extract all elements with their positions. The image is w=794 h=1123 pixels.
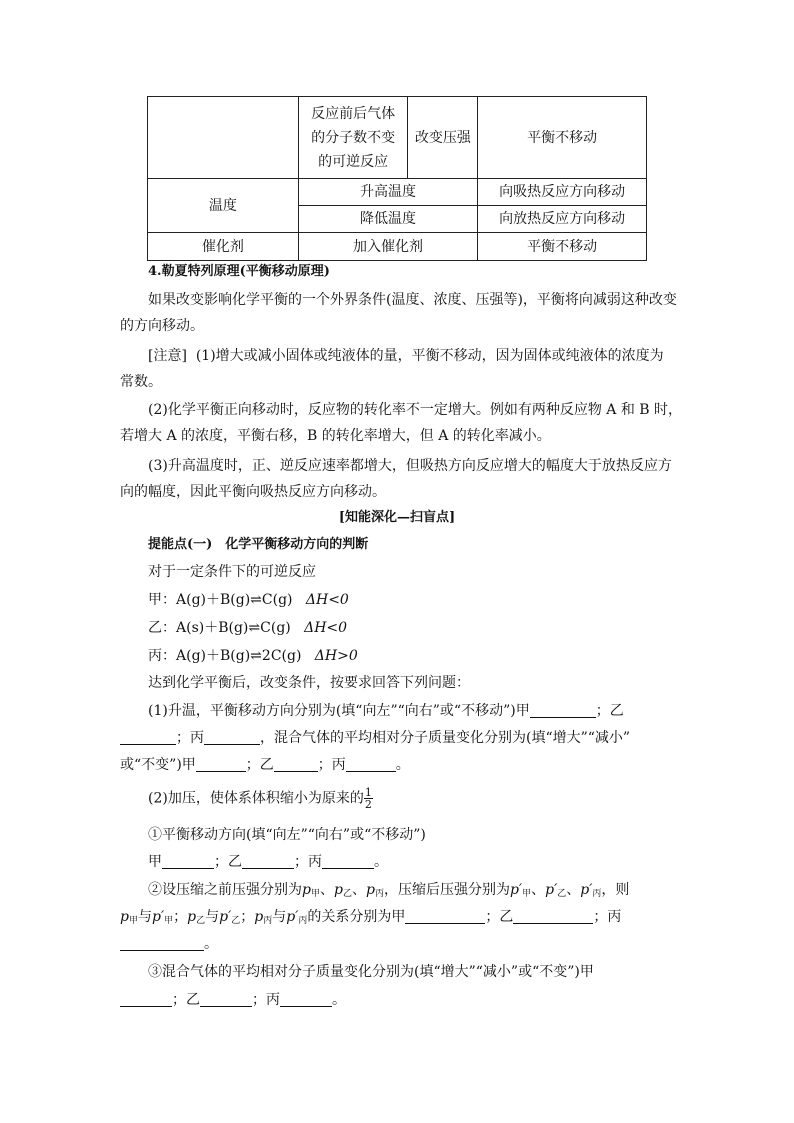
- table-cell: 向吸热反应方向移动: [478, 179, 647, 206]
- answer-blank[interactable]: [120, 936, 204, 951]
- fraction: $\frac{1}{2}$: [364, 786, 372, 811]
- table-cell: 温度: [148, 179, 299, 233]
- paragraph-line: 如果改变影响化学平衡的一个外界条件(温度、浓度、压强等)，平衡将向减弱这种改变: [148, 292, 677, 308]
- answer-blank[interactable]: [322, 854, 374, 869]
- table-cell: 向放热反应方向移动: [478, 206, 647, 233]
- question-line: $p_甲$与$p'_甲$；$p_乙$与$p'_乙$；$p_丙$与$p'_丙$的关系分别为甲 ；乙 ；丙: [120, 909, 622, 926]
- answer-blank[interactable]: [280, 992, 332, 1007]
- table-cell: 催化剂: [148, 233, 299, 261]
- answer-blank[interactable]: [405, 909, 485, 924]
- table-cell: 平衡不移动: [478, 233, 647, 261]
- point-heading: 提能点(一) 化学平衡移动方向的判断: [148, 537, 369, 552]
- reaction-bing: 丙：A(g)＋B(g)⇌2C(g) ΔH>0: [148, 648, 358, 664]
- paragraph-line: 常数。: [120, 374, 162, 390]
- note-label: [注意]: [148, 348, 187, 364]
- answer-blank[interactable]: [274, 757, 318, 772]
- question-line: ①平衡移动方向(填“向左”“向右”或“不移动”): [148, 827, 426, 843]
- paragraph-line: 向的幅度，因此平衡向吸热反应方向移动。: [120, 484, 386, 500]
- question-line: 甲 ；乙 ；丙 。: [148, 854, 388, 870]
- section-heading: 4.勒夏特列原理(平衡移动原理): [148, 264, 330, 279]
- paragraph-line: 对于一定条件下的可逆反应: [148, 564, 316, 580]
- table-cell: 反应前后气体 的分子数不变 的可逆反应: [298, 97, 408, 179]
- answer-blank[interactable]: [530, 703, 596, 718]
- question-line: ；乙 ；丙 。: [120, 990, 346, 1010]
- question-line: (1)升温，平衡移动方向分别为(填“向左”“向右”或“不移动”)甲 ；乙: [148, 703, 624, 719]
- paragraph-line: 若增大 A 的浓度，平衡右移，B 的转化率增大，但 A 的转化率减小。: [120, 428, 551, 444]
- paragraph-line: 达到化学平衡后，改变条件，按要求回答下列问题：: [148, 675, 470, 691]
- table-cell: 降低温度: [298, 206, 478, 233]
- table-cell: 加入催化剂: [298, 233, 478, 261]
- equilibrium-arrow-icon: ⇌: [248, 620, 261, 636]
- answer-blank[interactable]: [200, 992, 252, 1007]
- paragraph-line: (3)升高温度时，正、逆反应速率都增大，但吸热方向反应增大的幅度大于放热反应方: [148, 458, 672, 474]
- question-line: ；丙 ，混合气体的平均相对分子质量变化分别为(填“增大”“减小”: [120, 728, 630, 748]
- question-line: 。: [120, 934, 218, 954]
- section-title: [知能深化—扫盲点]: [338, 510, 456, 525]
- reaction-jia: 甲：A(g)＋B(g)⇌C(g) ΔH<0: [148, 592, 349, 608]
- answer-blank[interactable]: [513, 909, 593, 924]
- equilibrium-arrow-icon: ⇌: [250, 592, 262, 608]
- question-line: ②设压缩之前压强分别为$p_甲$、$p_乙$、$p_丙$，压缩后压强分别为$p'_甲$、$p'_乙$、$p'_丙$，则: [148, 882, 630, 899]
- question-line: 或“不变”)甲 ；乙 ；丙 。: [120, 757, 410, 773]
- conditions-table: [147, 96, 647, 261]
- equilibrium-arrow-icon: ⇌: [250, 648, 262, 664]
- answer-blank[interactable]: [204, 730, 260, 745]
- table-cell: 升高温度: [298, 179, 478, 206]
- question-line: (2)加压，使体系体积缩小为原来的 $\frac{1}{2}$: [148, 786, 372, 811]
- answer-blank[interactable]: [162, 854, 214, 869]
- answer-blank[interactable]: [120, 992, 172, 1007]
- answer-blank[interactable]: [120, 730, 176, 745]
- paragraph-line: 的方向移动。: [120, 318, 204, 334]
- answer-blank[interactable]: [346, 757, 396, 772]
- table-cell: 平衡不移动: [478, 97, 647, 179]
- answer-blank[interactable]: [242, 854, 294, 869]
- reaction-yi: 乙：A(s)＋B(g)⇌C(g) ΔH<0: [148, 620, 348, 636]
- note-line: [注意] (1)增大或减小固体或纯液体的量，平衡不移动，因为固体或纯液体的浓度为: [148, 348, 664, 364]
- table-cell: [148, 97, 299, 179]
- answer-blank[interactable]: [196, 757, 246, 772]
- question-line: ③混合气体的平均相对分子质量变化分别为(填“增大”“减小”或“不变”)甲: [148, 964, 594, 980]
- table-cell: 改变压强: [408, 97, 478, 179]
- paragraph-line: (2)化学平衡正向移动时，反应物的转化率不一定增大。例如有两种反应物 A 和 B 时，: [148, 402, 683, 418]
